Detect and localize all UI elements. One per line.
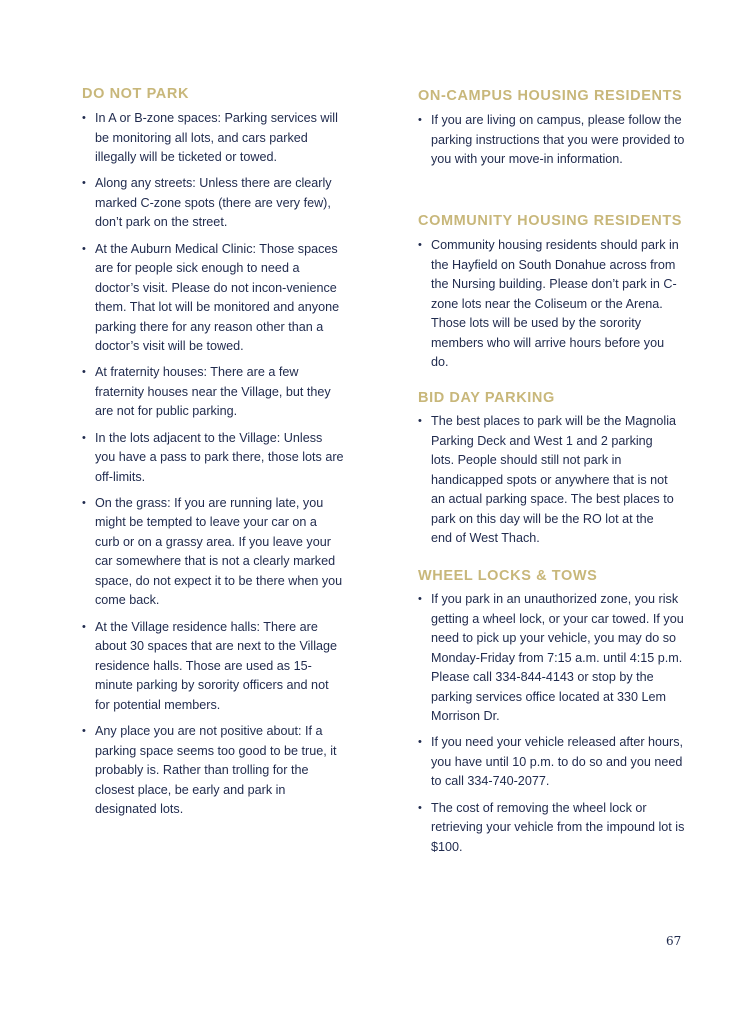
bullet-icon: • (418, 593, 422, 605)
bullet-icon: • (82, 242, 86, 255)
section-heading-community-housing: COMMUNITY HOUSING RESIDENTS (418, 213, 683, 229)
bullet-icon: • (82, 366, 86, 379)
list-item: • In A or B-zone spaces: Parking services will be monitoring all lots, and cars parked illegally will be ticketed or towed. (82, 111, 338, 164)
list-item: • If you need your vehicle released after hours, you have until 10 p.m. to do so and you need to call 334-740-2077. (418, 735, 684, 789)
on-campus-list (418, 111, 693, 176)
page-number: 67 (666, 934, 682, 948)
bullet-icon: • (418, 736, 422, 749)
bullet-icon: • (82, 431, 86, 444)
section-heading-do-not-park: DO NOT PARK (82, 86, 190, 102)
list-item: • On the grass: If you are running late, you might be tempted to leave your car on a curb or on a grassy area. If you leave your car somewhere that is not a clearly marked space, do not expect it to be there when you come back. (82, 495, 343, 608)
bullet-icon: • (418, 801, 422, 814)
bullet-icon: • (418, 239, 422, 251)
list-item: • Along any streets: Unless there are clearly marked C-zone spots (there are very few), don’t park on the street. (82, 176, 332, 230)
wheel-locks-list (418, 590, 693, 864)
list-item: • The cost of removing the wheel lock or retrieving your vehicle from the impound lot is $100. (418, 800, 685, 854)
bid-day-list (418, 412, 676, 555)
list-item: • At the Village residence halls: There are about 30 spaces that are next to the Village residence halls. Those are used as 15-minute parking by sorority officers and not for potential members. (82, 619, 338, 712)
bullet-icon: • (82, 112, 86, 124)
list-item: • Any place you are not positive about: If a parking space seems too good to be true, it probably is. Rather than trolling for the closest place, be early and park in designated lots. (82, 724, 337, 817)
do-not-park-list (82, 109, 344, 826)
bullet-icon: • (418, 415, 422, 427)
bullet-icon: • (82, 620, 86, 633)
list-item: • At fraternity houses: There are a few fraternity houses near the Village, but they are not for public parking. (82, 365, 331, 419)
list-item: • In the lots adjacent to the Village: Unless you have a pass to park there, those lots are off-limits. (82, 430, 344, 484)
list-item: • At the Auburn Medical Clinic: Those spaces are for people sick enough to need a doctor’s visit. Please do not incon-venience them. That lot will be monitored and anyone parking there for any reason other than a doctor’s visit will be towed. (82, 241, 340, 354)
list-item: • If you are living on campus, please follow the parking instructions that you were provided to you with your move-in information. (418, 113, 685, 166)
bullet-icon: • (82, 496, 86, 509)
bullet-icon: • (418, 114, 422, 126)
list-item: • If you park in an unauthorized zone, you risk getting a wheel lock, or your car towed. If you need to pick up your vehicle, you may do so Monday-Friday from 7:15 a.m. until 4:15 p.m. Please call 334-844-4143 or stop by the parking services office located at 330 Lem Morrison Dr. (418, 592, 684, 723)
community-housing-list (418, 236, 680, 379)
section-heading-on-campus-housing: ON-CAMPUS HOUSING RESIDENTS (418, 88, 683, 104)
list-item: • Community housing residents should park in the Hayfield on South Donahue across from the Nursing building. Please don’t park in C-zone lots near the Coliseum or the Arena. Those lots will be used by the sorority members who will arrive hours before you do. (418, 238, 679, 369)
section-heading-wheel-locks-tows: WHEEL LOCKS & TOWS (418, 568, 598, 584)
bullet-icon: • (82, 177, 86, 190)
list-item: • The best places to park will be the Magnolia Parking Deck and West 1 and 2 parking lots. People should still not park in handicapped spots or anywhere that is not an actual parking space. The best places to park on this day will be the RO lot at the end of West Thach. (418, 414, 677, 545)
section-heading-bid-day-parking: BID DAY PARKING (418, 390, 555, 406)
bullet-icon: • (82, 725, 86, 738)
